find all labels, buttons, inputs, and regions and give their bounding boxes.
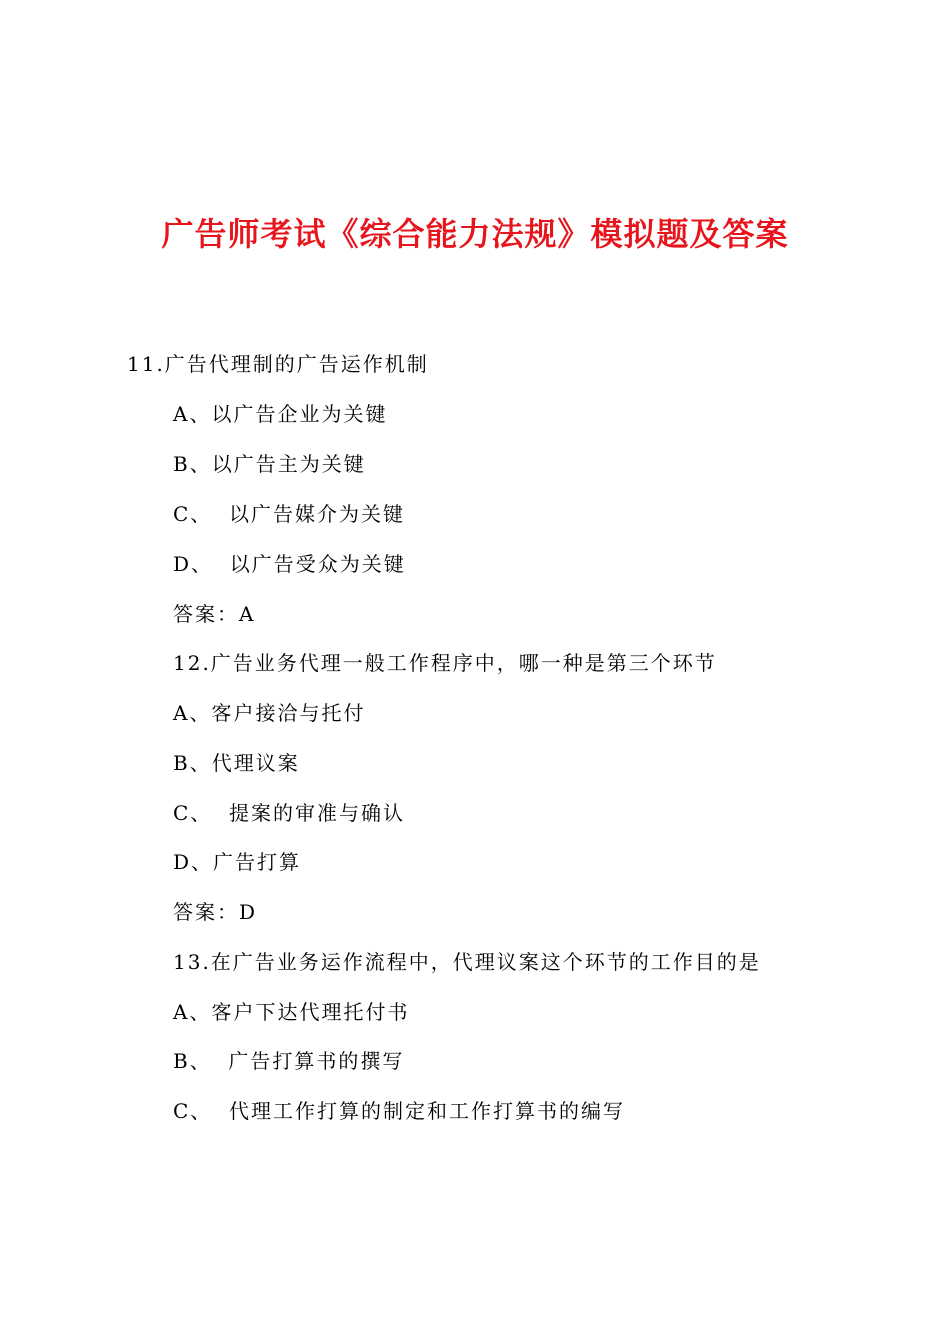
q11-option-b: B、以广告主为关键	[173, 452, 366, 476]
q12-option-b: B、代理议案	[173, 751, 300, 775]
question-11: 11.广告代理制的广告运作机制	[127, 352, 429, 376]
q11-answer: 答案：A	[173, 602, 256, 626]
q13-option-b: B、 广告打算书的撰写	[173, 1049, 405, 1073]
document-title: 广告师考试《综合能力法规》模拟题及答案	[161, 215, 789, 253]
q11-option-a: A、以广告企业为关键	[173, 402, 388, 426]
q12-option-a: A、客户接洽与托付	[173, 701, 366, 725]
q12-answer: 答案：D	[173, 900, 258, 924]
q13-option-c: C、 代理工作打算的制定和工作打算书的编写	[173, 1099, 626, 1123]
question-13: 13.在广告业务运作流程中，代理议案这个环节的工作目的是	[173, 950, 761, 974]
question-12: 12.广告业务代理一般工作程序中，哪一种是第三个环节	[173, 651, 717, 675]
q12-option-d: D、广告打算	[173, 850, 302, 874]
q12-option-c: C、 提案的审准与确认	[173, 801, 406, 825]
q11-option-d: D、 以广告受众为关键	[173, 552, 406, 576]
q11-option-c: C、 以广告媒介为关键	[173, 502, 406, 526]
q13-option-a: A、客户下达代理托付书	[173, 1000, 410, 1024]
